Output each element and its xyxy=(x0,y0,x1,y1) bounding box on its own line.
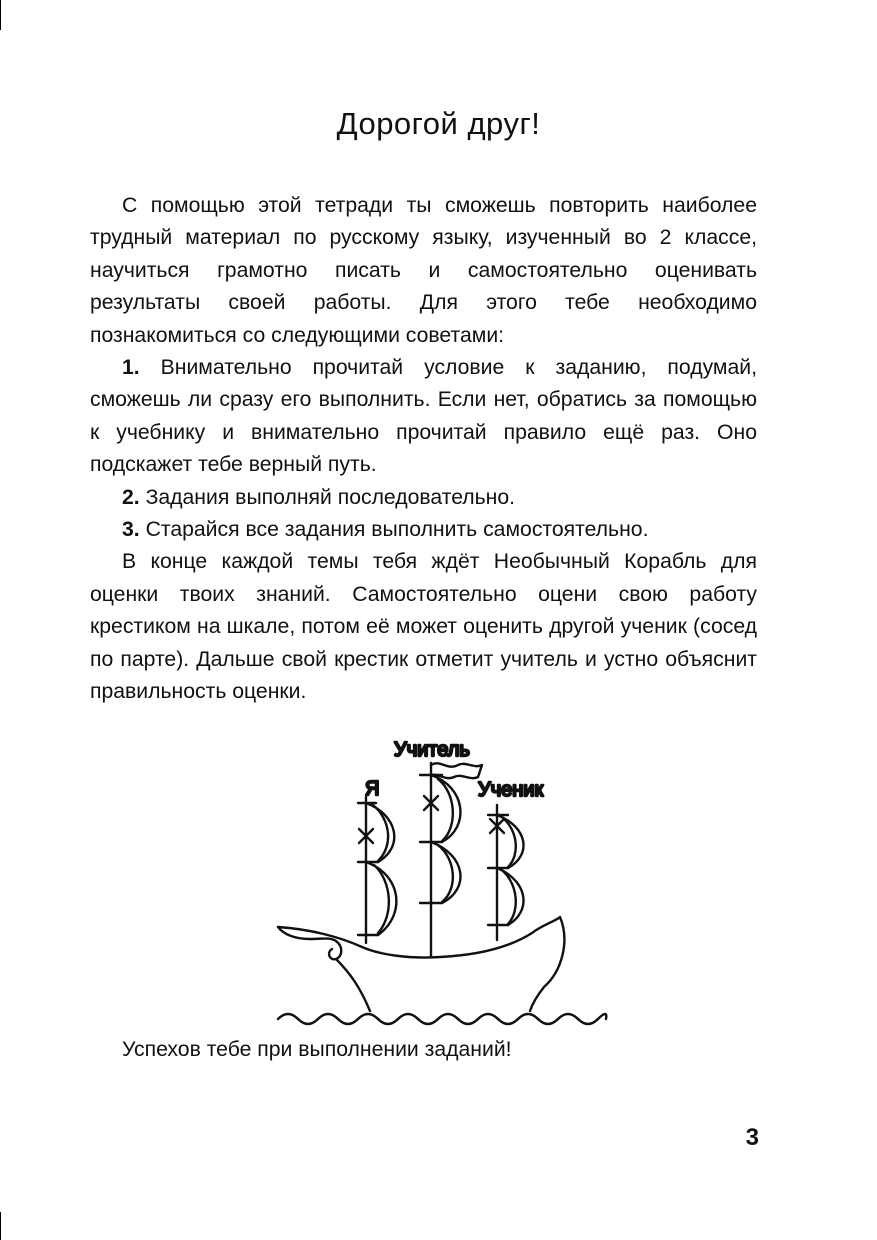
label-me: Я xyxy=(365,778,380,800)
body-text xyxy=(90,190,757,709)
tip-3 xyxy=(90,514,757,546)
tip-2 xyxy=(90,482,757,514)
intro-paragraph: С помощью этой тетради ты сможешь повторить наиболее трудный материал по русскому языку, изученный во 2 классе, научиться грамотно писать и самостоятельно оценивать результаты своей работы. Для этого тебе необходимо познакомиться со следующими советами: xyxy=(90,194,757,347)
sails-middle xyxy=(431,775,460,903)
waves xyxy=(278,1014,606,1024)
crop-mark-top xyxy=(0,0,1,30)
hull-bow xyxy=(336,959,370,1011)
page-number: 3 xyxy=(745,1124,759,1151)
tip-2-number: 2. xyxy=(122,485,140,509)
tip-2-text: Задания выполняй последовательно. xyxy=(145,485,516,509)
tip-3-number: 3. xyxy=(122,518,140,542)
tip-3-text: Старайся все задания выполнить самостоятельно. xyxy=(145,518,649,542)
page-title: Дорогой друг! xyxy=(336,106,541,141)
label-teacher: Учитель xyxy=(394,739,470,761)
hull-stern xyxy=(530,987,544,1011)
tip-1-text: Внимательно прочитай условие к заданию, подумай, сможешь ли сразу его выполнить. Если нет, обратись за помощью к учебнику и внимательно прочитай правило ещё раз. Оно подскажет тебе верный путь. xyxy=(90,356,757,477)
closing-line: Успехов тебе при выполнении заданий! xyxy=(122,1038,512,1061)
hull-top xyxy=(278,917,564,987)
ship-paragraph: В конце каждой темы тебя ждёт Необычный Корабль для оценки твоих знаний. Самостоятельно оцени свою работу крестиком на шкале, потом её может оценить другой ученик (сосед по парте). Дальше свой крестик отметит учитель и устно объяснит правильность оценки. xyxy=(90,550,757,704)
tip-1-number: 1. xyxy=(122,356,140,380)
sails-left xyxy=(366,803,396,935)
ship-illustration xyxy=(270,735,610,1035)
label-student: Ученик xyxy=(478,779,544,801)
crop-mark-bottom xyxy=(0,1212,1,1240)
tip-1 xyxy=(90,352,757,482)
